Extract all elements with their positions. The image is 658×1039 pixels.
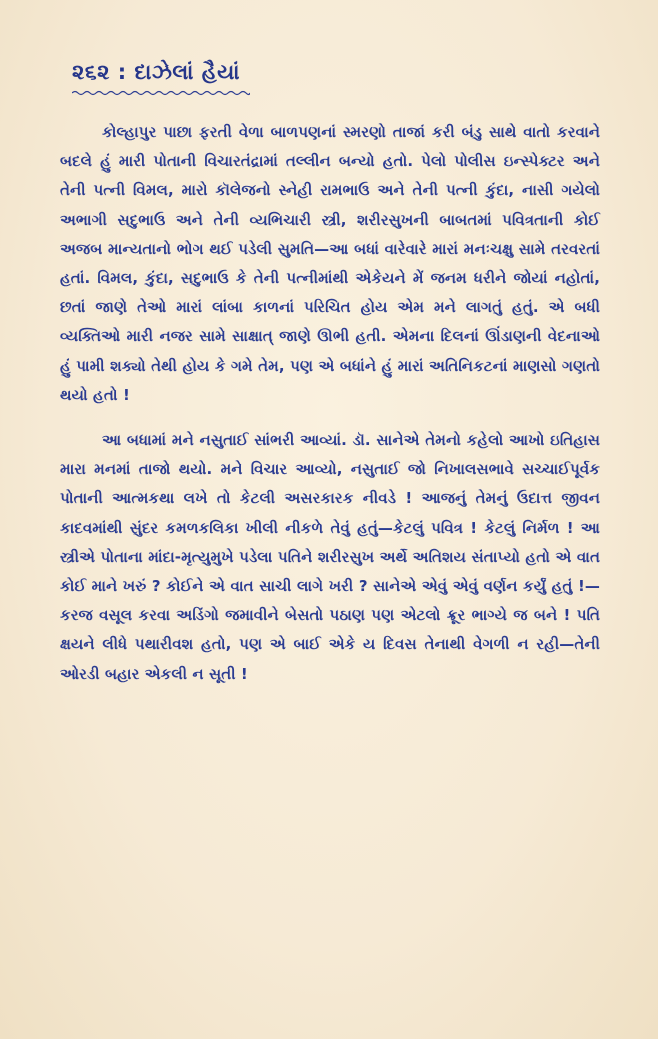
paragraph-1: કોલ્હાપુર પાછા ફરતી વેળા બાળપણનાં સ્મરણો તાજાં કરી બંડુ સાથે વાતો કરવાને બદલે હું મારી પોતાની વિચારતંદ્રામાં તલ્લીન બન્યો હતો. પેલો પોલીસ ઇન્સ્પેક્ટર અને તેની પત્ની વિમલ, મારો કૉલેજનો સ્નેહી રામભાઉ અને તેની પત્ની કુંદા, નાસી ગયેલો અભાગી સદુભાઉ અને તેની વ્યભિચારી સ્ત્રી, શરીરસુખની બાબતમાં પવિત્રતાની કોઈ અજબ માન્યતાનો ભોગ થઈ પડેલી સુમતિ—આ બધાં વારેવારે મારાં મનઃચક્ષુ સામે તરવરતાં હતાં. વિમલ, કુંદા, સદુભાઉ કે તેની પત્નીમાંથી એકેયને મેં જનમ ધરીને જોયાં નહોતાં, છતાં જાણે તેઓ મારાં લાંબા કાળનાં પરિચિત હોય એમ મને લાગતું હતું. એ બધી વ્યક્તિઓ મારી નજર સામે સાક્ષાત્ જાણે ઊભી હતી. એમના દિલનાં ઊંડાણની વેદનાઓ હું પામી શક્યો તેથી હોય કે ગમે તેમ, પણ એ બધાંને હું મારાં અતિનિકટનાં માણસો ગણતો થયો હતો !	[60, 123, 600, 404]
body-text	[60, 118, 600, 689]
wavy-underline	[72, 90, 250, 96]
page-header	[72, 60, 240, 85]
header-separator: :	[117, 60, 127, 84]
running-title: દાઝેલાં હૈયાં	[134, 60, 240, 84]
paragraph-2: આ બધામાં મને નસુતાઈ સાંભરી આવ્યાં. ડૉ. સાનેએ તેમનો કહેલો આખો ઇતિહાસ મારા મનમાં તાજો થયો. મને વિચાર આવ્યો, નસુતાઈ જો નિખાલસભાવે સચ્ચાઈપૂર્વક પોતાની આત્મકથા લખે તો કેટલી અસરકારક નીવડે ! આજનું તેમનું ઉદાત્ત જીવન કાદવમાંથી સુંદર કમળકલિકા ખીલી નીકળે તેવું હતું—કેટલું પવિત્ર ! કેટલું નિર્મળ ! આ સ્ત્રીએ પોતાના માંદા-મૃત્યુમુખે પડેલા પતિને શરીરસુખ અર્થે અતિશય સંતાપ્યો હતો એ વાત કોઈ માને ખરું ? કોઈને એ વાત સાચી લાગે ખરી ? સાનેએ એવું એવું વર્ણન કર્યું હતું !—કરજ વસૂલ કરવા અડિંગો જમાવીને બેસતો પઠાણ પણ એટલો ક્રૂર ભાગ્યે જ બને ! પતિ ક્ષયને લીધે પથારીવશ હતો, પણ એ બાઈ એકે ય દિવસ તેનાથી વેગળી ન રહી—તેની ઓરડી બહાર એકલી ન સૂતી !	[60, 431, 601, 683]
page-number: ૨૬૨	[72, 60, 110, 84]
